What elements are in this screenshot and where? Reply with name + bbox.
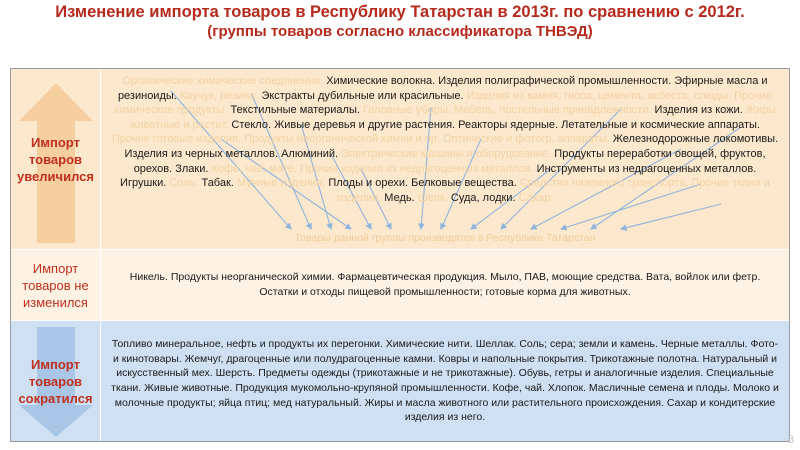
label-text: Импорт товаров не изменился: [22, 260, 89, 310]
row-decreased: [11, 320, 789, 441]
goods-item: Химические волокна. Изделия полиграфической промышленности. Эфирные масла и резиноиды.: [117, 75, 768, 102]
row-unchanged: [11, 249, 789, 320]
goods-item: Продукты переработки овощей, фруктов, орехов. Злаки.: [133, 147, 766, 175]
goods-item-faded: Средства наземного транспорта. Прочие ткани и изделия.: [336, 177, 770, 204]
goods-item: Медь.: [381, 191, 415, 204]
goods-item-faded: Электрические машины и оборудование.: [338, 147, 552, 160]
title-line2: (группы товаров согласно классификатора ТНВЭД): [207, 23, 593, 40]
goods-item-faded: Жиры животные и растит.: [130, 104, 777, 131]
goods-item-faded: Шелк.: [414, 191, 448, 204]
import-change-table: [10, 68, 790, 442]
goods-item-faded: Мучные изделия.: [233, 177, 326, 190]
unchanged-goods-text: Никель. Продукты неорганической химии. Фармацевтическая продукция. Мыло, ПАВ, моющие средства. Вата, войлок или фетр. Остатки и отходы пищевой промышленности; готовые корма для животных.: [129, 271, 761, 298]
goods-item: Суда, лодки.: [447, 191, 516, 204]
row-label-decreased: [11, 321, 101, 441]
page-number: 8: [787, 434, 794, 446]
increased-goods-text: [111, 74, 779, 205]
title-line1: Изменение импорта товаров в Республику Татарстан в 2013г. по сравнению с 2012г.: [55, 3, 745, 21]
goods-item-faded: Прочие химические продукты.: [113, 89, 773, 117]
goods-item: Изделия из кожи.: [651, 104, 743, 117]
page-title: [0, 2, 800, 42]
caption-produced-in-tatarstan: Товары данной группы производятся в Республике Татарстан: [294, 232, 596, 244]
goods-item: Плоды и орехи. Белковые вещества.: [325, 177, 517, 190]
goods-item-faded: Изделия из камня, гипса, цемента, асбеста, слюды.: [463, 89, 732, 102]
label-text: Импорт товаров сократился: [18, 356, 93, 406]
goods-item: Стекло. Живые деревья и другие растения. Реакторы ядерные. Летательные и космические аппараты.: [228, 118, 760, 131]
increased-goods-list: [101, 69, 789, 249]
goods-item-faded: Головные уборы. Мебель, постельные принадлежности.: [359, 104, 652, 117]
row-label-increased: [11, 69, 101, 249]
goods-item-faded: Органические химические соединения.: [122, 75, 324, 87]
goods-item: Табак.: [198, 177, 234, 190]
decreased-goods-text: Топливо минеральное, нефть и продукты их перегонки. Химические нити. Шеллак. Соль; сера; земли и камень. Черные металлы. Фото- и кинотовары. Жемчуг, драгоценные или полудрагоценные камни. Ковры и напольные покрытия. Трикотажные полотна. Натуральный и искусственный мех. Шерсть. Предметы одежды (трикотажные и не трикотажные). Обувь, гетры и аналогичные изделия. Специальные ткани. Живые животные. Продукция мукомольно-крупяной промышленности. Кофе, чай. Хлопок. Масличные семена и плоды. Молоко и молочные продукты; яйца птиц; мед натуральный. Жиры и масла животного или растительного происхождения. Сахар и кондитерские изделия из него.: [111, 338, 779, 424]
goods-item-faded: Соль.: [166, 177, 199, 190]
label-text: Импорт товаров увеличился: [17, 134, 94, 184]
goods-item: Инструменты из недрагоценных металлов. Игрушки.: [120, 162, 757, 190]
goods-item-faded: Сахар.: [515, 191, 554, 204]
goods-item-faded: Прочие готовые изделия. Продукты неорганической химии и пр. Оптические и фотогр. аппараты.: [111, 133, 610, 146]
goods-item: Текстильные материалы.: [227, 104, 360, 117]
goods-item: Экстракты дубильные или красильные.: [258, 89, 464, 102]
row-label-unchanged: [11, 250, 101, 320]
goods-item: Железнодорожные локомотивы. Изделия из черных металлов. Алюминий.: [124, 133, 779, 160]
goods-item-faded: Кофе, чай, мате. Прочие изделия из недрагоценных металлов.: [208, 162, 534, 175]
row-increased: [11, 69, 789, 249]
goods-item-faded: Каучук, резина.: [176, 89, 259, 102]
decreased-goods-list: [101, 321, 789, 441]
unchanged-goods-list: [101, 250, 789, 320]
